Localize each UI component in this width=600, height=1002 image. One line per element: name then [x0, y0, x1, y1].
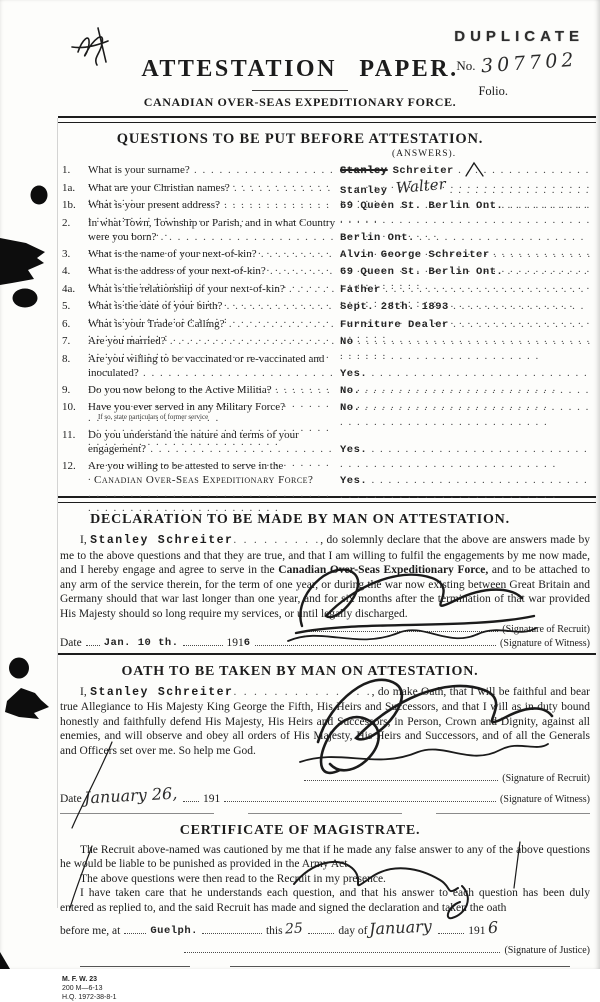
question-row	[62, 198, 592, 216]
signature-of-justice-label: (Signature of Justice)	[504, 944, 590, 956]
dot-leader	[124, 933, 146, 934]
dot-leader	[202, 933, 262, 934]
header-divider	[58, 116, 596, 123]
answer-typed-text: No	[340, 336, 354, 348]
answer-cell	[336, 163, 592, 181]
answer-cell	[336, 247, 592, 265]
question-text: In what Town, Township or Parish, and in what Country were you born?	[88, 216, 336, 243]
answer-cell	[336, 428, 592, 459]
question-cell	[88, 216, 336, 247]
questions-heading: QUESTIONS TO BE PUT BEFORE ATTESTATION.	[116, 131, 484, 147]
declaration-divider	[58, 653, 596, 655]
question-cell	[88, 428, 336, 459]
answer-typed-text: Father	[340, 283, 381, 296]
question-cell	[88, 282, 336, 300]
date-label: Date	[60, 792, 82, 805]
form-code-line: H.Q. 1972-38-8-1	[62, 993, 117, 1001]
question-cell	[88, 334, 336, 352]
question-number: 11.	[62, 429, 76, 441]
magistrate-paragraph-2: The above questions were then read to the Recruit in my presence.	[80, 872, 386, 885]
question-text: What is your Trade or Calling?	[88, 317, 225, 330]
question-number: 9.	[62, 383, 71, 396]
declaration-body-2: and to be attached to any arm of the service therein, for the term of one year, or during the war now existing between Great Britain and Germany should that war last longer than one year, and for six months after the termination of that war provided His Majesty should so long require my services, or until legally discharged.	[60, 564, 591, 620]
title-divider	[252, 90, 348, 91]
answer-cell	[336, 264, 592, 282]
signature-line	[304, 780, 498, 781]
magistrate-paragraph-3: I have taken care that he understands each question, and that his answer to each question has been duly entered as replied to, and the said Recruit has made and signed the declaration and taken the oath	[60, 887, 590, 914]
magistrate-place-date-row	[60, 915, 590, 939]
before-me-label: before me, at	[60, 924, 121, 937]
folio-label: Folio.	[478, 84, 508, 98]
oath-divider	[60, 813, 590, 814]
question-text: What is the date of your birth?	[88, 300, 223, 312]
dot-leader: . . . . . . . . .	[233, 534, 321, 546]
question-number: 5.	[62, 300, 71, 312]
answer-typed-text: Furniture Dealer	[340, 318, 449, 331]
answer-handwritten-text: Walter	[394, 174, 447, 197]
question-cell	[88, 352, 336, 383]
question-cell	[88, 400, 336, 428]
magistrate-heading: CERTIFICATE OF MAGISTRATE.	[179, 822, 421, 838]
question-row	[62, 247, 592, 265]
answer-typed-text: Yes.	[340, 475, 368, 487]
question-number: 10.	[62, 401, 76, 413]
form-code-line: 200 M—6-13	[62, 984, 103, 992]
answer-cell	[336, 198, 592, 216]
question-row	[62, 400, 592, 428]
declaration-paragraph	[60, 533, 590, 622]
answer-cell	[336, 334, 592, 352]
page-title: ATTESTATION PAPER.	[141, 56, 459, 82]
dot-leader	[183, 645, 223, 646]
oath-date-row	[60, 783, 590, 807]
question-number: 7.	[62, 335, 71, 347]
signature-line	[304, 631, 498, 632]
question-cell	[88, 163, 336, 181]
oath-paragraph	[60, 685, 590, 759]
year-typed-digit: 6	[243, 636, 251, 649]
duplicate-stamp: DUPLICATE	[454, 28, 584, 45]
answer-typed-text: Berlin Ont.	[340, 231, 415, 244]
signature-line	[255, 645, 496, 646]
question-cell	[88, 247, 336, 265]
dot-leader	[308, 933, 334, 934]
question-number: 12.	[62, 460, 76, 472]
year-printed: 191	[468, 924, 486, 937]
question-text: Are you willing to be attested to serve in the	[88, 460, 284, 472]
oath-recruit-signature-row	[300, 773, 590, 784]
answer-typed-text: 69 Queen St. Berlin Ont.	[340, 200, 504, 212]
date-label: Date	[60, 636, 82, 649]
question-text: Are you willing to be vaccinated or re-vaccinated and inoculated?	[88, 352, 325, 379]
signature-of-recruit-label: (Signature of Recruit)	[502, 772, 590, 784]
questions-list	[62, 163, 592, 490]
magistrate-paragraph-1: The Recruit above-named was cautioned by me that if he made any false answer to any of the above questions he would be liable to be punished as provided in the Army Act.	[60, 843, 590, 871]
dot-leader: . . . . . . . . . . . . . .	[233, 685, 372, 698]
year-printed: 191	[226, 636, 244, 649]
question-number: 1a.	[62, 181, 76, 194]
answer-struck-text: Stanley	[340, 165, 388, 177]
question-row	[62, 299, 592, 317]
question-cell	[88, 299, 336, 317]
answer-cell	[336, 352, 592, 383]
declaration-heading: DECLARATION TO BE MADE BY MAN ON ATTESTATION.	[90, 512, 510, 527]
question-text: What is the relationship of your next-of-kin?	[88, 282, 285, 295]
declaration-recruit-signature-row	[300, 624, 590, 635]
oath-intro: I,	[80, 685, 87, 698]
oath-body: , do make Oath, that I will be faithful and bear true Allegiance to His Majesty King George the Fifth, His Heirs and Successors, and that I will as in duty bound honestly and faithfully defend His Majesty, His Heirs and Successors, in Person, Crown and Dignity, against all enemies, and will observe and obey all orders of His Majesty, His Heirs and Successors, and of all the Generals and Officers set over me.	[60, 685, 591, 757]
dot-leader	[183, 801, 199, 802]
question-number: 4a.	[62, 282, 76, 295]
ink-blot	[5, 688, 49, 719]
ink-blot	[0, 238, 45, 285]
answer-cell	[336, 317, 592, 335]
answer-typed-text: Schreiter	[392, 165, 454, 177]
question-row	[62, 317, 592, 335]
answer-typed-text: No.	[340, 402, 361, 414]
force-name-bold: Canadian Over-Seas Expeditionary Force,	[278, 564, 489, 577]
question-row	[62, 383, 592, 401]
signature-of-witness-label: (Signature of Witness)	[500, 793, 590, 805]
question-text-line2: Canadian Over-Seas Expeditionary Force?	[94, 474, 314, 486]
bottom-divider	[80, 966, 570, 967]
question-cell	[88, 264, 336, 282]
question-number: 8.	[62, 352, 71, 365]
oath-date-handwritten: January 26,	[83, 783, 178, 807]
answer-cell	[336, 174, 592, 199]
answer-typed-text: Yes.	[340, 444, 368, 456]
question-number: 3.	[62, 247, 71, 260]
day-handwritten: 25	[284, 920, 303, 937]
question-number: 1.	[62, 164, 71, 176]
place-typed: Guelph.	[150, 924, 198, 937]
so-help-me-god: So help me God.	[178, 744, 256, 757]
recruit-name-typed: Stanley Schreiter	[90, 534, 234, 547]
question-text: Are you married?	[88, 335, 166, 347]
number-label: No.	[456, 58, 476, 73]
question-row	[62, 174, 592, 199]
answer-cell	[336, 383, 592, 401]
scan-margin-line	[57, 118, 58, 908]
question-note: If so, state particulars of former service	[98, 413, 209, 421]
month-handwritten: January	[369, 915, 433, 939]
question-number: 1b.	[62, 199, 76, 211]
oath-heading: OATH TO BE TAKEN BY MAN ON ATTESTATION.	[121, 663, 479, 679]
answer-cell	[336, 299, 592, 317]
answer-typed-text: Alvin George Schreiter	[340, 248, 490, 261]
answer-cell	[336, 216, 592, 247]
force-subtitle: CANADIAN OVER-SEAS EXPEDITIONARY FORCE.	[143, 95, 457, 109]
answer-cell	[336, 400, 592, 428]
question-cell	[88, 317, 336, 335]
question-text: What is the name of your next-of-kin?	[88, 247, 257, 260]
question-row	[62, 282, 592, 300]
ink-blot	[31, 186, 48, 205]
question-text: What are your Christian names?	[88, 181, 230, 194]
answer-typed-text: No.	[340, 384, 361, 397]
dot-leader	[438, 933, 464, 934]
answer-typed-text: Sept. 28th. 1893	[340, 301, 449, 313]
justice-signature-row	[180, 945, 590, 956]
answer-typed-text: Yes.	[340, 367, 368, 380]
declaration-date-row	[60, 637, 590, 649]
form-code-line: M. F. W. 23	[62, 975, 98, 983]
recruit-name-typed: Stanley Schreiter	[90, 685, 234, 699]
serial-number-line	[456, 48, 579, 78]
question-text: What is the address of your next-of-kin?	[88, 265, 266, 277]
answer-typed-text: 69 Queen St. Berlin Ont.	[340, 266, 504, 278]
answer-cell	[336, 282, 592, 300]
question-cell	[88, 459, 336, 490]
question-row	[62, 163, 592, 181]
dot-leader	[86, 645, 100, 646]
question-row	[62, 216, 592, 247]
question-cell	[88, 383, 336, 401]
answer-cell	[336, 459, 592, 490]
question-text: What is your surname?	[88, 164, 190, 176]
question-text: Do you now belong to the Active Militia?	[88, 383, 272, 396]
ink-blot	[13, 289, 38, 308]
day-of-label: day of	[338, 924, 368, 937]
signature-of-recruit-label: (Signature of Recruit)	[502, 623, 590, 635]
question-row	[62, 334, 592, 352]
signature-of-witness-label: (Signature of Witness)	[500, 637, 590, 649]
signature-line	[224, 801, 496, 802]
year-handwritten: 6	[487, 917, 499, 937]
signature-line	[184, 952, 500, 953]
answers-column-label: (ANSWERS).	[392, 149, 457, 159]
question-row	[62, 264, 592, 282]
form-code-footer	[62, 975, 600, 1002]
question-row	[62, 428, 592, 459]
answer-typed-text: Stanley	[340, 184, 388, 197]
question-text: Do you understand the nature and terms of your engagement?	[88, 429, 299, 455]
question-number: 4.	[62, 265, 71, 277]
question-cell	[88, 198, 336, 216]
question-row	[62, 352, 592, 383]
declaration-intro: I,	[80, 534, 87, 546]
question-row	[62, 459, 592, 490]
question-cell	[88, 181, 336, 199]
question-number: 6.	[62, 317, 71, 330]
year-printed: 191	[203, 792, 221, 805]
edge-mark	[0, 952, 10, 969]
declaration-body-1: , do solemnly declare that the above are answers made by me to the above questions and that they are true, and that I am willing to fulfil the engagements by me now made, and I hereby engage and agree to serve in the	[60, 534, 591, 577]
declaration-date-typed: Jan. 10 th.	[103, 636, 179, 649]
question-text: Have you ever served in any Military Force?	[88, 401, 286, 413]
serial-number-handwritten: 307702	[480, 48, 579, 78]
question-number: 2.	[62, 216, 71, 229]
this-label: this	[265, 924, 283, 937]
question-text: What is your present address?	[88, 199, 220, 211]
